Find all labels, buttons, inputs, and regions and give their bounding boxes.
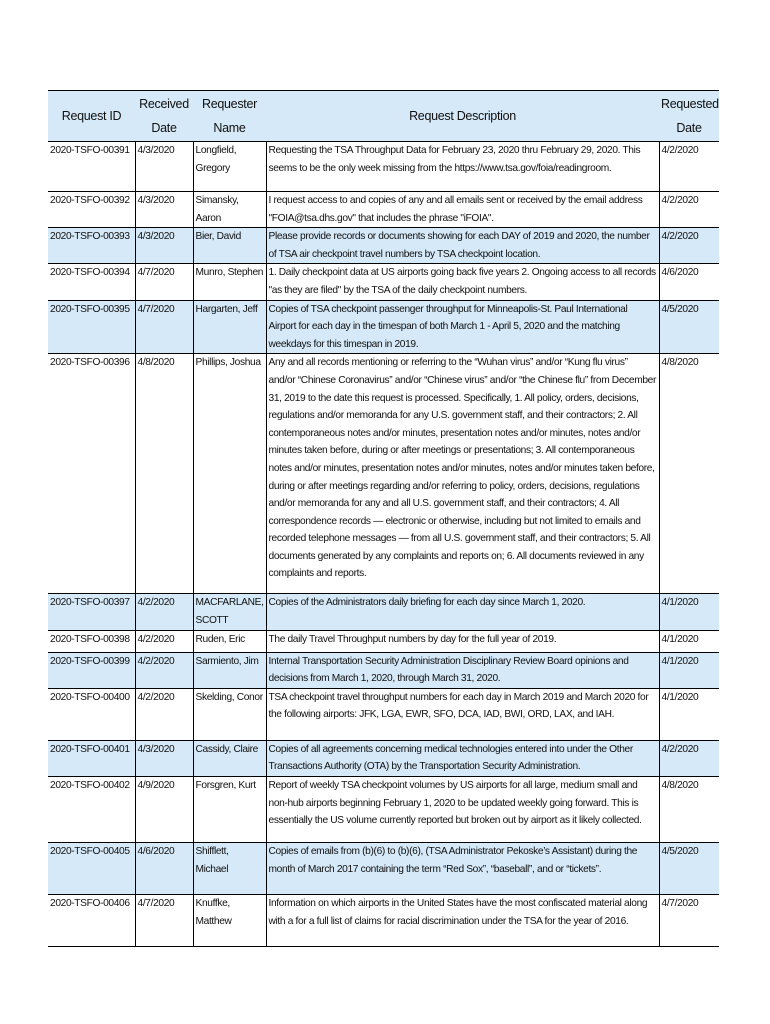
table-row — [48, 740, 719, 776]
table-header-row — [48, 91, 719, 142]
received-date-cell: 4/7/2020 — [135, 300, 193, 354]
request-id-cell: 2020-TSFO-00399 — [48, 652, 135, 688]
requested-date-cell: 4/2/2020 — [659, 142, 719, 192]
request-description-cell: Internal Transportation Security Administration Disciplinary Review Board opinions and decisions from March 1, 2020, through March 31, 2020. — [266, 652, 659, 688]
requested-date-cell: 4/1/2020 — [659, 594, 719, 630]
header-requested-date: Requested Date — [659, 91, 719, 142]
received-date-cell: 4/8/2020 — [135, 354, 193, 594]
requester-name-cell: Ruden, Eric — [193, 630, 266, 652]
requester-name-cell: Phillips, Joshua — [193, 354, 266, 594]
request-description-cell: Report of weekly TSA checkpoint volumes by US airports for all large, medium small and non-hub airports beginning February 1, 2020 to be updated weekly going forward. This is essentially the US volume currently reported but broken out by airport as it likely collected. — [266, 776, 659, 842]
received-date-cell: 4/6/2020 — [135, 842, 193, 894]
request-description-cell: Please provide records or documents showing for each DAY of 2019 and 2020, the number of TSA air checkpoint travel numbers by TSA checkpoint location. — [266, 228, 659, 264]
request-id-cell: 2020-TSFO-00400 — [48, 688, 135, 740]
request-id-cell: 2020-TSFO-00396 — [48, 354, 135, 594]
table-row — [48, 354, 719, 594]
table-row — [48, 192, 719, 228]
table-row — [48, 264, 719, 300]
requester-name-cell: Bier, David — [193, 228, 266, 264]
request-description-cell: Copies of the Administrators daily briefing for each day since March 1, 2020. — [266, 594, 659, 630]
requester-name-cell: Skelding, Conor — [193, 688, 266, 740]
requested-date-cell: 4/7/2020 — [659, 894, 719, 946]
requested-date-cell: 4/8/2020 — [659, 354, 719, 594]
received-date-cell: 4/7/2020 — [135, 264, 193, 300]
request-id-cell: 2020-TSFO-00391 — [48, 142, 135, 192]
requested-date-cell: 4/6/2020 — [659, 264, 719, 300]
requester-name-cell: Munro, Stephen — [193, 264, 266, 300]
requester-name-cell: MACFARLANE, SCOTT — [193, 594, 266, 630]
received-date-cell: 4/2/2020 — [135, 652, 193, 688]
request-description-cell: TSA checkpoint travel throughput numbers for each day in March 2019 and March 2020 for the following airports: JFK, LGA, EWR, SFO, DCA, IAD, BWI, ORD, LAX, and IAH. — [266, 688, 659, 740]
requested-date-cell: 4/5/2020 — [659, 842, 719, 894]
requester-name-cell: Hargarten, Jeff — [193, 300, 266, 354]
request-id-cell: 2020-TSFO-00392 — [48, 192, 135, 228]
received-date-cell: 4/2/2020 — [135, 594, 193, 630]
table-row — [48, 652, 719, 688]
request-id-cell: 2020-TSFO-00402 — [48, 776, 135, 842]
requested-date-cell: 4/2/2020 — [659, 228, 719, 264]
requester-name-cell: Knuffke, Matthew — [193, 894, 266, 946]
header-requester-name: Requester Name — [193, 91, 266, 142]
request-description-cell: 1. Daily checkpoint data at US airports going back five years 2. Ongoing access to all records "as they are filed" by the TSA of the daily checkpoint numbers. — [266, 264, 659, 300]
table-row — [48, 142, 719, 192]
table-row — [48, 228, 719, 264]
request-id-cell: 2020-TSFO-00406 — [48, 894, 135, 946]
request-description-cell: Copies of TSA checkpoint passenger throughput for Minneapolis-St. Paul International Airport for each day in the timespan of both March 1 - April 5, 2020 and the matching weekdays for this timespan in 2019. — [266, 300, 659, 354]
received-date-cell: 4/7/2020 — [135, 894, 193, 946]
requested-date-cell: 4/1/2020 — [659, 688, 719, 740]
request-id-cell: 2020-TSFO-00394 — [48, 264, 135, 300]
requester-name-cell: Sarmiento, Jim — [193, 652, 266, 688]
table-row — [48, 688, 719, 740]
table-row — [48, 300, 719, 354]
request-id-cell: 2020-TSFO-00393 — [48, 228, 135, 264]
header-request-id: Request ID — [48, 91, 135, 142]
request-description-cell: Copies of all agreements concerning medical technologies entered into under the Other Transactions Authority (OTA) by the Transportation Security Administration. — [266, 740, 659, 776]
table-row — [48, 776, 719, 842]
requested-date-cell: 4/2/2020 — [659, 192, 719, 228]
header-received-date: Received Date — [135, 91, 193, 142]
requested-date-cell: 4/1/2020 — [659, 630, 719, 652]
request-description-cell: Any and all records mentioning or referring to the “Wuhan virus” and/or “Kung flu virus” and/or “Chinese Coronavirus” and/or “Chinese virus” and/or “the Chinese flu” from December 31, 2019 to the date this request is processed. Specifically, 1. All policy, orders, decisions, regulations and/or memoranda for any U.S. government staff, and their contractors; 2. All contemporaneous notes and/or minutes, presentation notes and/or minutes, notes and/or minutes taken before, during or after meetings or presentations; 3. All contemporaneous notes and/or minutes, presentation notes and/or minutes, notes and/or minutes taken before, during or after meetings regarding and/or referring to policy, orders, decisions, regulations and/or memoranda for any and all U.S. government staff, and their contractors; 4. All correspondence records — electronic or otherwise, including but not limited to emails and recorded telephone messages — from all U.S. government staff, and their contractors; 5. All documents generated by any complaints and reports on; 6. All documents reviewed in any complaints and reports. — [266, 354, 659, 594]
requested-date-cell: 4/5/2020 — [659, 300, 719, 354]
received-date-cell: 4/3/2020 — [135, 142, 193, 192]
header-request-description: Request Description — [266, 91, 659, 142]
table-row — [48, 630, 719, 652]
request-id-cell: 2020-TSFO-00405 — [48, 842, 135, 894]
table-row — [48, 894, 719, 946]
requested-date-cell: 4/8/2020 — [659, 776, 719, 842]
received-date-cell: 4/2/2020 — [135, 630, 193, 652]
request-description-cell: I request access to and copies of any and all emails sent or received by the email address "FOIA@tsa.dhs.gov" that includes the phrase "iFOIA". — [266, 192, 659, 228]
received-date-cell: 4/9/2020 — [135, 776, 193, 842]
table-row — [48, 594, 719, 630]
requested-date-cell: 4/1/2020 — [659, 652, 719, 688]
foia-request-log-table — [48, 90, 719, 947]
received-date-cell: 4/2/2020 — [135, 688, 193, 740]
received-date-cell: 4/3/2020 — [135, 228, 193, 264]
request-id-cell: 2020-TSFO-00395 — [48, 300, 135, 354]
requested-date-cell: 4/2/2020 — [659, 740, 719, 776]
request-id-cell: 2020-TSFO-00398 — [48, 630, 135, 652]
received-date-cell: 4/3/2020 — [135, 192, 193, 228]
request-description-cell: The daily Travel Throughput numbers by day for the full year of 2019. — [266, 630, 659, 652]
requester-name-cell: Longfield, Gregory — [193, 142, 266, 192]
requester-name-cell: Simansky, Aaron — [193, 192, 266, 228]
table-row — [48, 842, 719, 894]
request-id-cell: 2020-TSFO-00401 — [48, 740, 135, 776]
requester-name-cell: Shifflett, Michael — [193, 842, 266, 894]
requester-name-cell: Forsgren, Kurt — [193, 776, 266, 842]
requester-name-cell: Cassidy, Claire — [193, 740, 266, 776]
request-description-cell: Information on which airports in the United States have the most confiscated material along with a for a full list of claims for racial discrimination under the TSA for the year of 2016. — [266, 894, 659, 946]
received-date-cell: 4/3/2020 — [135, 740, 193, 776]
request-description-cell: Requesting the TSA Throughput Data for February 23, 2020 thru February 29, 2020. This seems to be the only week missing from the https://www.tsa.gov/foia/readingroom. — [266, 142, 659, 192]
request-id-cell: 2020-TSFO-00397 — [48, 594, 135, 630]
request-description-cell: Copies of emails from (b)(6) to (b)(6), (TSA Administrator Pekoske’s Assistant) during the month of March 2017 containing the term “Red Sox”, “baseball”, and or “tickets”. — [266, 842, 659, 894]
